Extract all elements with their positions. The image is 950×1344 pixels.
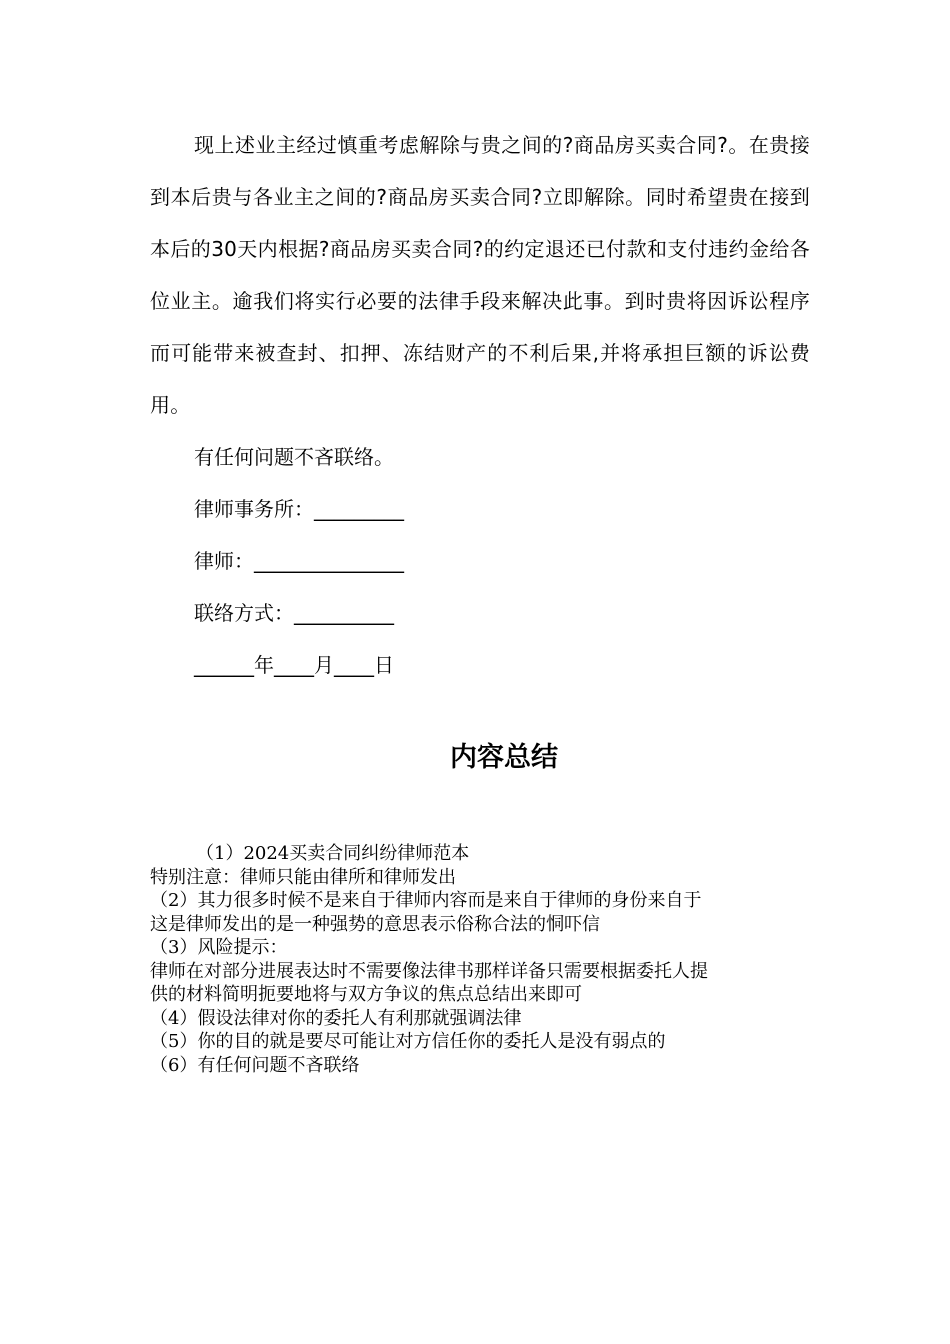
summary-line: （5）你的目的就是要尽可能让对方信任你的委托人是没有弱点的 (150, 1031, 666, 1052)
lawyer-field: 律师：_______________ (194, 549, 404, 573)
summary-line: （4）假设法律对你的委托人有利那就强调法律 (150, 1007, 522, 1029)
summary-line: 供的材料简明扼要地将与双方争议的焦点总结出来即可 (150, 984, 582, 1005)
summary-line: （6）有任何问题不吝联络 (150, 1054, 360, 1076)
summary-line: 这是律师发出的是一种强势的意思表示俗称合法的恫吓信 (150, 913, 600, 935)
law-firm-field: 律师事务所：_________ (194, 497, 404, 521)
summary-line: （2）其力很多时候不是来自于律师内容而是来自于律师的身份来自于 (150, 890, 702, 911)
date-field: ______年____月____日 (194, 653, 394, 677)
summary-line: （3）风险提示： (150, 937, 288, 958)
letter-paragraph-main: 现上述业主经过慎重考虑解除与贵之间的?商品房买卖合同?。在贵接到本后贵与各业主之间的?商品房买卖合同?立即解除。同时希望贵在接到本后的30天内根据?商品房买卖合同?的约定退还已付款和支付违约金给各位业主。逾我们将实行必要的法律手段来解决此事。到时贵将因诉讼程序而可能带来被查封、扣押、冻结财产的不利后果,并将承担巨额的诉讼费用。 (150, 133, 810, 417)
letter-paragraph-contact-note: 有任何问题不吝联络。 (194, 445, 394, 469)
summary-title: 内容总结 (450, 742, 558, 773)
summary-line: （1）2024买卖合同纠纷律师范本 (196, 843, 470, 864)
summary-list (150, 842, 810, 1077)
contact-field: 联络方式：__________ (194, 601, 394, 625)
summary-line: 律师在对部分进展表达时不需要像法律书那样详备只需要根据委托人提 (150, 960, 708, 982)
letter-body (150, 119, 810, 691)
summary-line: 特别注意：律师只能由律所和律师发出 (150, 866, 456, 888)
